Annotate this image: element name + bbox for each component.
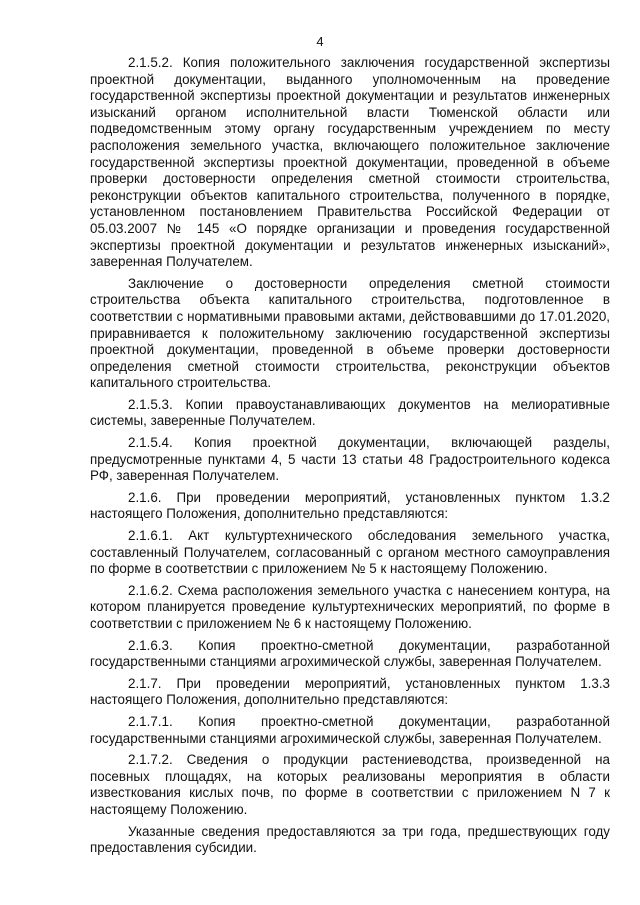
paragraph-2-1-6-2: 2.1.6.2. Схема расположения земельного участка с нанесением контура, на котором планируется проведение культуртехнических мероприятий, по форме в соответствии с приложением № 6 к настоящему Положению. <box>90 582 610 631</box>
paragraph-2-1-7-1: 2.1.7.1. Копия проектно-сметной документации, разработанной государственными станциями агрохимической службы, заверенная Получателем. <box>90 713 610 746</box>
paragraph-2-1-6-1: 2.1.6.1. Акт культуртехнического обследования земельного участка, составленный Получателем, согласованный с органом местного самоуправления по форме в соответствии с приложением № 5 к настоящему Положению. <box>90 528 610 577</box>
paragraph-conclusion-equivalence: Заключение о достоверности определения сметной стоимости строительства объекта капитального строительства, подготовленное в соответствии с нормативными правовыми актами, действовавшими до 17.01.2020, приравнивается к положительному заключению государственной экспертизы проектной документации, проведенной в объеме проверки достоверности определения сметной стоимости строительства, реконструкции объектов капитального строительства. <box>90 275 610 391</box>
paragraph-2-1-6: 2.1.6. При проведении мероприятий, установленных пунктом 1.3.2 настоящего Положения, дополнительно представляются: <box>90 489 610 522</box>
paragraph-2-1-5-3: 2.1.5.3. Копии правоустанавливающих документов на мелиоративные системы, заверенные Получателем. <box>90 396 610 429</box>
paragraph-2-1-7-2: 2.1.7.2. Сведения о продукции растениеводства, произведенной на посевных площадях, на которых реализованы мероприятия в области известкования кислых почв, по форме в соответствии с приложением N 7 к настоящему Положению. <box>90 752 610 817</box>
document-body <box>90 55 610 862</box>
page-number: 4 <box>316 34 324 49</box>
paragraph-2-1-5-2: 2.1.5.2. Копия положительного заключения государственной экспертизы проектной документации, выданного уполномоченным на проведение государственной экспертизы проектной документации и результатов инженерных изысканий органом исполнительной власти Тюменской области или подведомственным этому органу государственным учреждением по месту расположения земельного участка, включающего положительное заключение государственной экспертизы проектной документации, проведенной в объеме проверки достоверности определения сметной стоимости строительства, реконструкции объектов капитального строительства, полученного в порядке, установленном постановлением Правительства Российской Федерации от 05.03.2007 № 145 «О порядке организации и проведения государственной экспертизы проектной документации и результатов инженерных изысканий», заверенная Получателем. <box>90 55 610 270</box>
paragraph-reporting-period: Указанные сведения предоставляются за три года, предшествующих году предоставления субсидии. <box>90 823 610 856</box>
paragraph-2-1-5-4: 2.1.5.4. Копия проектной документации, включающей разделы, предусмотренные пунктами 4, 5 части 13 статьи 48 Градостроительного кодекса РФ, заверенная Получателем. <box>90 435 610 484</box>
paragraph-2-1-6-3: 2.1.6.3. Копия проектно-сметной документации, разработанной государственными станциями агрохимической службы, заверенная Получателем. <box>90 637 610 670</box>
paragraph-2-1-7: 2.1.7. При проведении мероприятий, установленных пунктом 1.3.3 настоящего Положения, дополнительно представляются: <box>90 675 610 708</box>
